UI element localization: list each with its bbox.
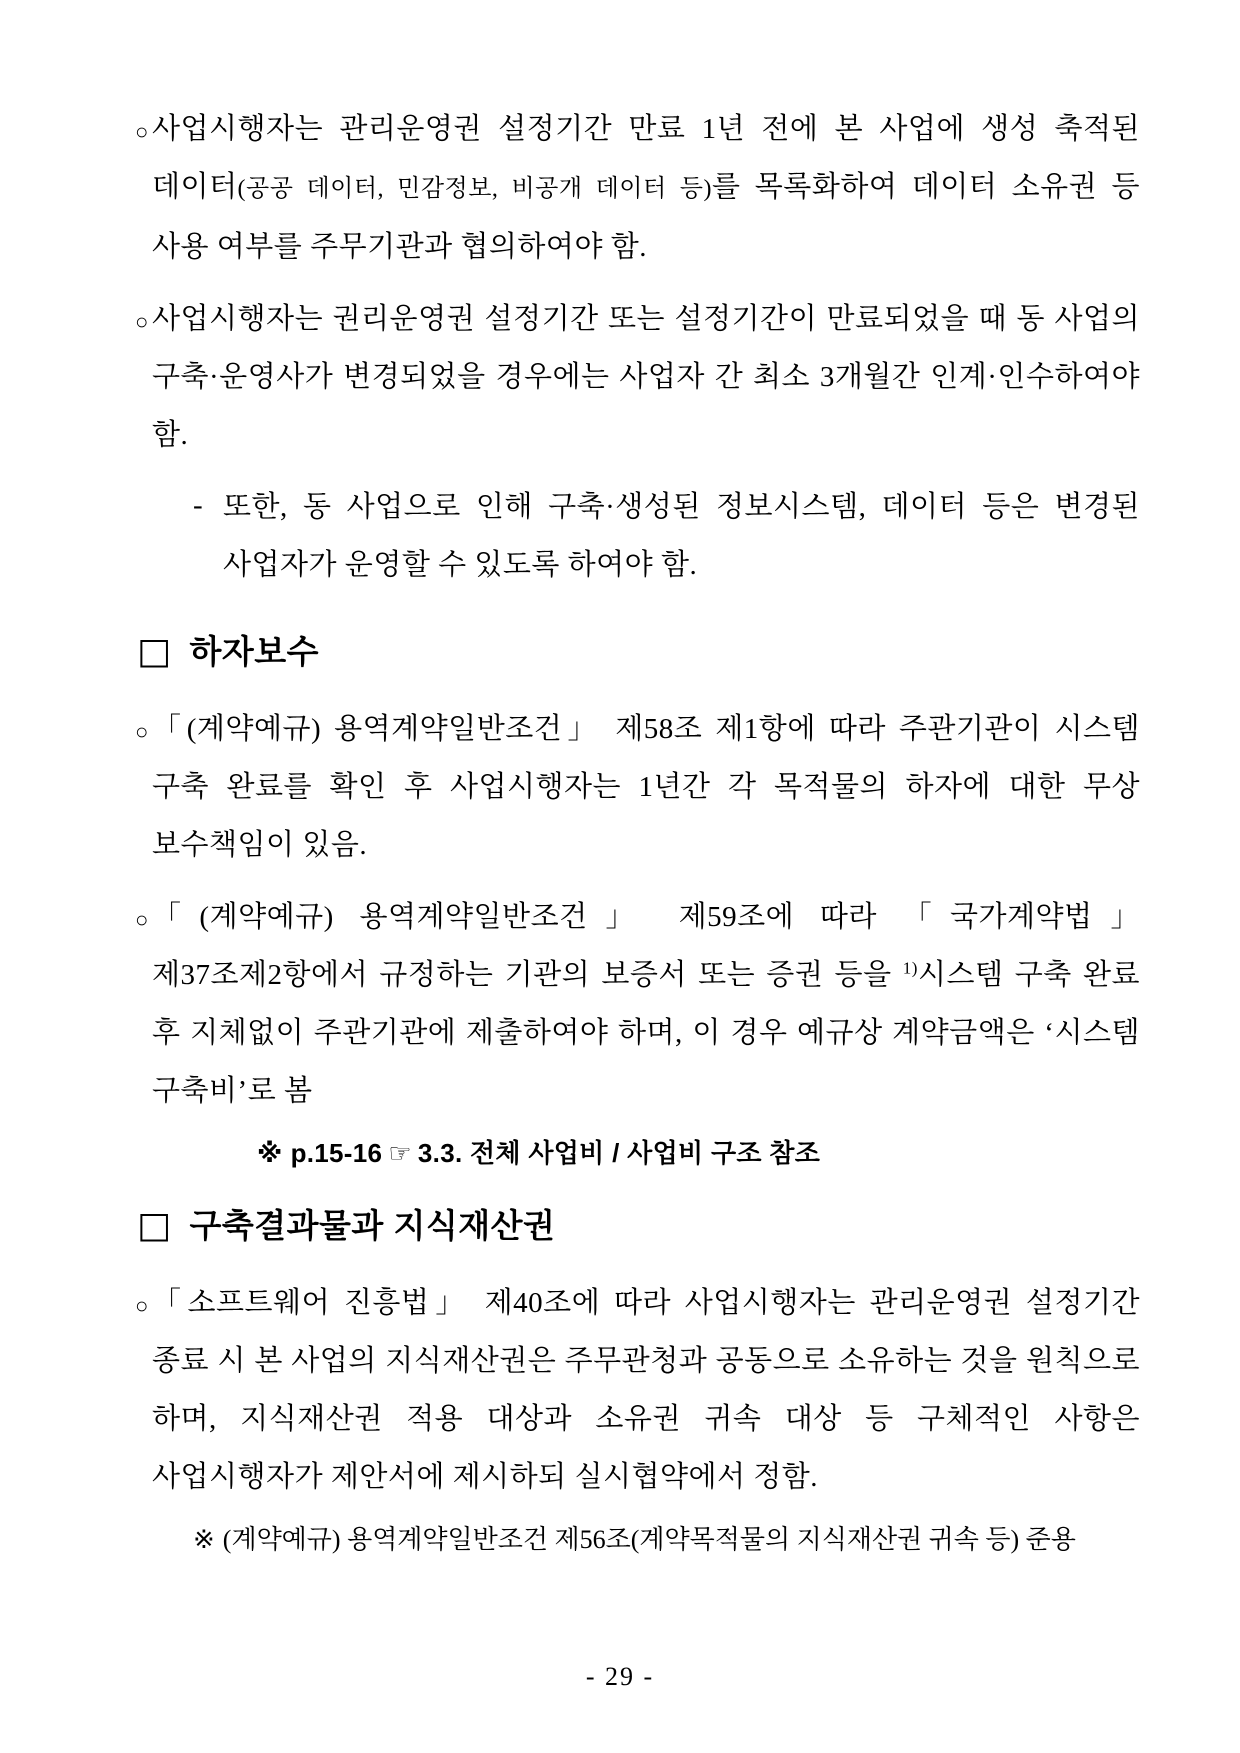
circle-bullet-icon: ○ [135, 1293, 149, 1318]
reference-note-ip-clause [193, 1520, 1140, 1560]
circle-bullet-icon: ○ [135, 719, 149, 744]
page-number: - 29 - [585, 1662, 655, 1691]
circle-bullet-icon: ○ [135, 309, 149, 334]
pointing-hand-icon: ☞ [388, 1138, 412, 1168]
dash-bullet-icon: - [193, 489, 204, 521]
dash-text: 또한, 동 사업으로 인해 구축·생성된 정보시스템, 데이터 등은 변경된 사업자가 운영할 수 있도록 하여야 함. [223, 491, 1140, 581]
bullet-text: 「소프트웨어 진흥법」 제40조에 따라 사업시행자는 관리운영권 설정기간 종료 시 본 사업의 지식재산권은 주무관청과 공동으로 소유하는 것을 원칙으로 하며, 지식재산권 적용 대상과 소유권 귀속 대상 등 구체적인 사항은 사업시행자가 제안서에 제시하되 실시협약에서 정함. [152, 1287, 1140, 1493]
square-bullet-icon: □ [137, 1205, 172, 1246]
reference-mark-icon: ※ [257, 1138, 283, 1168]
reference-mark-icon: ※ [193, 1525, 215, 1554]
section-heading-defect-repair [137, 630, 1140, 674]
bullet-item-handover [137, 290, 1140, 464]
section-heading-title: 구축결과물과 지식재산권 [189, 1207, 556, 1244]
square-bullet-icon: □ [137, 631, 172, 672]
section-heading-title: 하자보수 [189, 633, 320, 670]
reference-note-text: 3.3. 전체 사업비 / 사업비 구조 참조 [417, 1138, 821, 1168]
dash-item-system-operation [193, 478, 1140, 594]
bullet-text: 「(계약예규) 용역계약일반조건」 제58조 제1항에 따라 주관기관이 시스템 구축 완료를 확인 후 사업시행자는 1년간 각 목적물의 하자에 대한 무상 보수책임이 있음. [152, 713, 1140, 861]
reference-note-project-cost [257, 1136, 1140, 1170]
bullet-text: 를 목록화하여 데이터 소유권 등 사용 여부를 주무기관과 협의하여야 함. [152, 171, 1140, 263]
circle-bullet-icon: ○ [135, 907, 149, 932]
circle-bullet-icon: ○ [135, 119, 149, 144]
reference-note-text: p.15-16 [290, 1138, 383, 1168]
footnote-reference: 1) [902, 958, 918, 978]
bullet-item-guarantee [137, 888, 1140, 1120]
bullet-item-intellectual-property [137, 1274, 1140, 1506]
bullet-text: 사업시행자는 권리운영권 설정기간 또는 설정기간이 만료되었을 때 동 사업의 구축·운영사가 변경되었을 경우에는 사업자 간 최소 3개월간 인계·인수하여야 함. [152, 303, 1140, 451]
bullet-text: 사업시행자는 관리운영권 설정기간 만료 1년 전에 본 사업에 생성 축적된 데이터 [152, 113, 1140, 203]
reference-note-text: (계약예규) 용역계약일반조건 제56조(계약목적물의 지식재산권 귀속 등) 준용 [222, 1525, 1076, 1554]
bullet-text: 시스템 구축 완료 후 지체없이 주관기관에 제출하여야 하며, 이 경우 예규상 계약금액은 ‘시스템 구축비’로 봄 [152, 959, 1140, 1107]
bullet-text: 「(계약예규) 용역계약일반조건」 제59조에 따라 「국가계약법」 제37조제2항에서 규정하는 기관의 보증서 또는 증권 등을 [152, 901, 1140, 991]
section-heading-deliverables-ip [137, 1204, 1140, 1248]
bullet-item-data-listing [137, 100, 1140, 276]
bullet-paren-text: (공공 데이터, 민감정보, 비공개 데이터 등) [237, 176, 712, 202]
bullet-item-warranty [137, 700, 1140, 874]
